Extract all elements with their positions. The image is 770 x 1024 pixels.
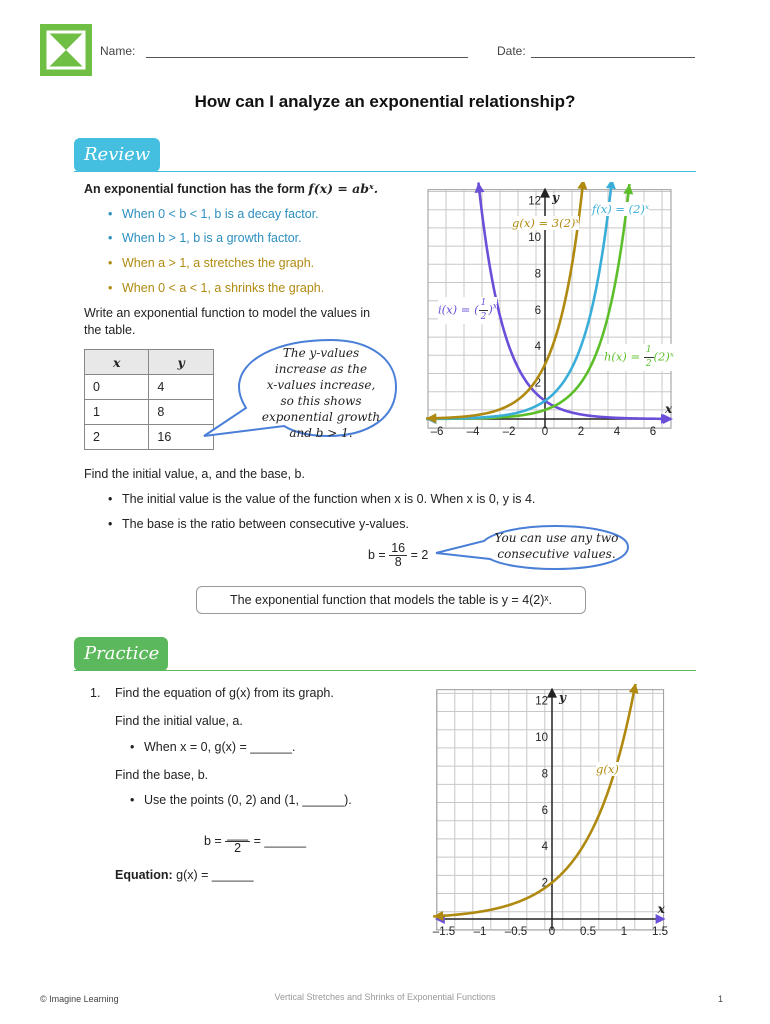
y-axis-arrow [540,188,550,198]
bullet-shrink: • When 0 < a < 1, a shrinks the graph. [122,281,324,296]
curve-g-arrow [577,182,587,190]
name-line[interactable] [146,57,468,58]
x-tick-label: 1 [620,926,628,938]
bullet-stretch: • When a > 1, a stretches the graph. [122,256,314,271]
x-tick-label: 0 [548,926,556,938]
question-number: 1. [90,686,101,700]
practice-tab: Practice [74,637,168,671]
y-tick-label: 6 [534,304,541,317]
page-title: How can I analyze an exponential relationship? [194,92,576,111]
table-row [85,400,214,425]
write-prompt-line2: the table. [84,323,136,337]
review-ratio: b = $\frac{16}{8}$ = 2 [368,541,429,569]
find-text: Find the initial value, a, and the base, b. [84,467,305,481]
label-gx: g(x) [596,762,619,776]
x-axis-label: x [665,402,673,416]
values-table [84,349,214,450]
initial-value-blank[interactable]: • When x = 0, g(x) = ______. [144,740,295,755]
date-label: Date: [497,44,526,58]
bubble-2-text: You can use any two consecutive values. [494,531,619,561]
label-i: i(x) = ( $\frac{1}{2}$ )$^x$ [438,298,498,322]
base-text: Find the base, b. [115,768,209,782]
table-row [85,425,214,450]
practice-ratio[interactable]: b = $\frac{\_\_\_}{2}$ = ______ [204,827,307,855]
footer-copyright: © Imagine Learning [40,994,119,1004]
date-line[interactable] [531,57,695,58]
y-tick-label: 12 [535,695,548,708]
x-tick-label: –0.5 [504,926,528,938]
practice-divider [74,670,696,671]
x-tick-label: 2 [577,426,585,438]
page-number: 1 [718,994,724,1004]
practice-graph [426,684,682,946]
y-tick-label: 12 [528,195,541,208]
find-bullet-base: • The base is the ratio between consecutive y-values. [122,517,409,532]
label-g: g(x) = 3(2)ˣ [512,216,580,230]
review-tab: Review [74,138,160,172]
table-cell: 1 [85,400,149,425]
conclusion-box: The exponential function that models the table is y = 4(2)ˣ. [196,586,586,614]
label-h: h(x) = $\frac{1}{2}$ (2)ˣ [604,345,674,369]
y-tick-label: 4 [541,841,548,854]
y-tick-label: 8 [534,268,541,281]
curve-gx [433,684,635,916]
x-tick-label: –2 [502,426,516,438]
table-header-x: x [85,350,149,375]
y-axis-arrow [547,688,557,698]
y-tick-label: 10 [535,732,548,744]
logo-icon [40,24,92,76]
table-cell: 16 [149,425,214,450]
review-divider [74,171,696,172]
y-tick-label: 2 [541,877,548,890]
write-prompt-line1: Write an exponential function to model the values in [84,306,371,320]
x-tick-label: –1 [473,926,487,938]
base-point-blank[interactable]: • Use the points (0, 2) and (1, ______). [144,793,352,808]
table-cell: 4 [149,375,214,400]
x-tick-label: 6 [649,426,657,438]
table-header-row [85,350,214,375]
x-tick-label: –4 [466,426,480,438]
y-tick-label: 4 [534,341,541,354]
x-tick-label: –1.5 [432,926,456,938]
x-tick-label: 0.5 [580,926,596,938]
y-tick-label: 8 [541,768,548,781]
table-cell: 0 [85,375,149,400]
table-cell: 2 [85,425,149,450]
bullet-decay: • When 0 < b < 1, b is a decay factor. [122,207,319,222]
question-text: Find the equation of g(x) from its graph. [115,686,334,700]
y-tick-label: 10 [528,232,541,244]
x-tick-label: 4 [613,426,621,438]
curve-gx-arrow [629,684,639,694]
y-tick-label: 6 [541,804,548,817]
footer-title: Vertical Stretches and Shrinks of Exponential Functions [274,992,496,1002]
review-intro: An exponential function has the form f(x) = abˣ. [84,181,379,196]
y-axis-label: y [559,690,566,705]
x-axis-label: x [657,902,665,916]
y-tick-label: 2 [534,377,541,390]
label-f: f(x) = (2)ˣ [592,202,650,216]
curve-f-arrow [606,182,616,189]
bubble-1-text: The y-values increase as the x-values increase, so this shows exponential growth and b > 1. [261,346,381,440]
x-tick-label: –6 [430,426,444,438]
logo [40,24,92,76]
name-label: Name: [100,44,136,58]
bullet-growth: • When b > 1, b is a growth factor. [122,231,302,246]
table-header-y: y [149,350,214,375]
x-tick-label: 1.5 [652,926,668,938]
initial-value-text: Find the initial value, a. [115,714,243,728]
table-row [85,375,214,400]
x-tick-label: 0 [541,426,549,438]
y-axis-label: y [552,190,559,205]
equation-line[interactable]: Equation: g(x) = ______ [115,868,254,882]
table-cell: 8 [149,400,214,425]
find-bullet-initial: • The initial value is the value of the function when x is 0. When x is 0, y is 4. [122,492,535,507]
